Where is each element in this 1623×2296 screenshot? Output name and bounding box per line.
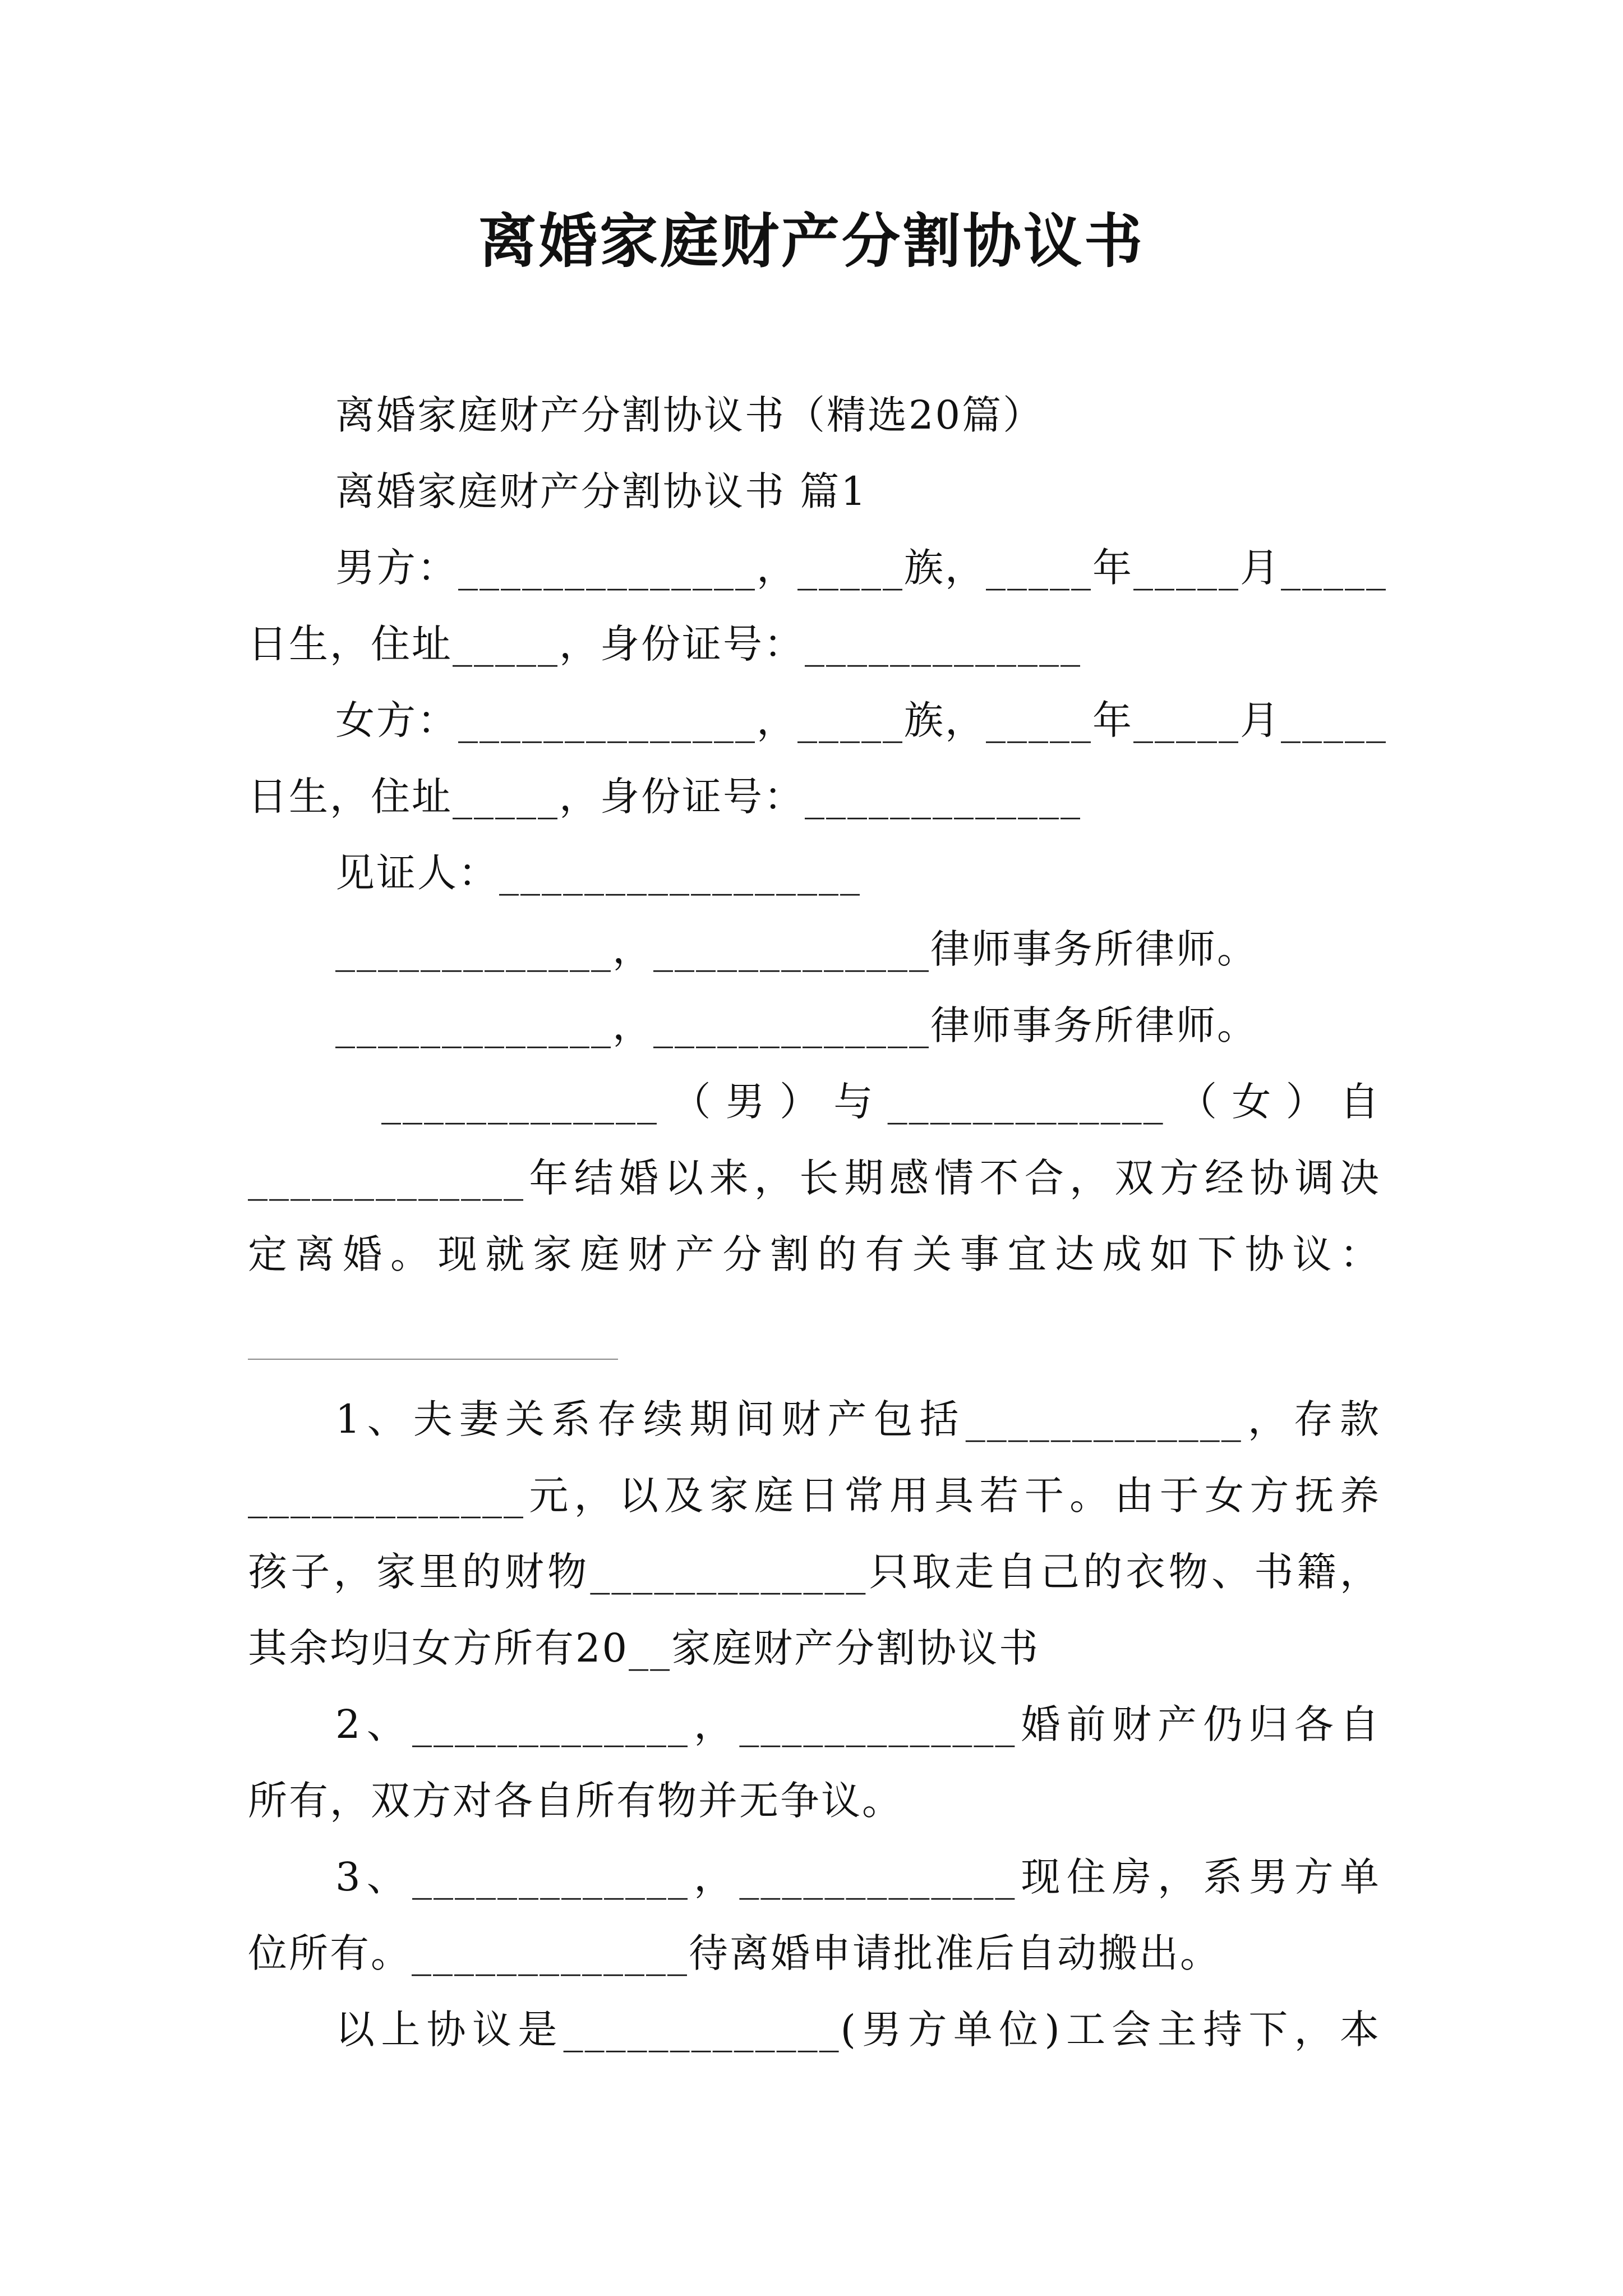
paragraph-intro-line-2: _____________年结婚以来，长期感情不合，双方经协调决 <box>248 1155 1381 1201</box>
male-party-line: 男方：______________，_____族，_____年_____月_____ <box>335 545 1387 591</box>
clause-3-line-2: 位所有。_____________待离婚申请批准后自动搬出。 <box>248 1930 1221 1976</box>
clause-1-line-2: _____________元，以及家庭日常用具若干。由于女方抚养 <box>248 1473 1381 1519</box>
clause-1-line-3: 孩子，家里的财物_____________只取走自己的衣物、书籍， <box>248 1549 1381 1595</box>
paragraph-intro-line-3: 定离婚。现就家庭财产分割的有关事宜达成如下协议： <box>248 1231 1381 1277</box>
document-title: 离婚家庭财产分割协议书 <box>478 206 1145 275</box>
witness-line: 见证人：_________________ <box>335 850 861 896</box>
divider-line <box>248 1359 618 1360</box>
clause-1-line-1: 1、夫妻关系存续期间财产包括_____________，存款 <box>335 1396 1381 1442</box>
lawyer-line-2: _____________，_____________律师事务所律师。 <box>335 1002 1258 1048</box>
clause-1-line-4: 其余均归女方所有20__家庭财产分割协议书 <box>248 1625 1040 1671</box>
lawyer-line-1: _____________，_____________律师事务所律师。 <box>335 926 1258 972</box>
subtitle-line: 离婚家庭财产分割协议书（精选20篇） <box>335 392 1044 438</box>
paragraph-intro-line-1: _____________（男）与_____________（女）自 <box>381 1079 1381 1125</box>
female-party-line: 女方：______________，_____族，_____年_____月_____ <box>335 697 1387 743</box>
section-heading: 离婚家庭财产分割协议书 篇1 <box>335 468 868 514</box>
clause-3-line-1: 3、_____________，_____________现住房，系男方单 <box>335 1854 1381 1900</box>
female-party-address-line: 日生，住址_____，身份证号：_____________ <box>248 774 1082 820</box>
closing-line: 以上协议是_____________(男方单位)工会主持下，本 <box>335 2007 1381 2053</box>
clause-2-line-2: 所有，双方对各自所有物并无争议。 <box>248 1778 903 1824</box>
clause-2-line-1: 2、_____________，_____________婚前财产仍归各自 <box>335 1701 1381 1747</box>
male-party-address-line: 日生，住址_____，身份证号：_____________ <box>248 621 1082 667</box>
